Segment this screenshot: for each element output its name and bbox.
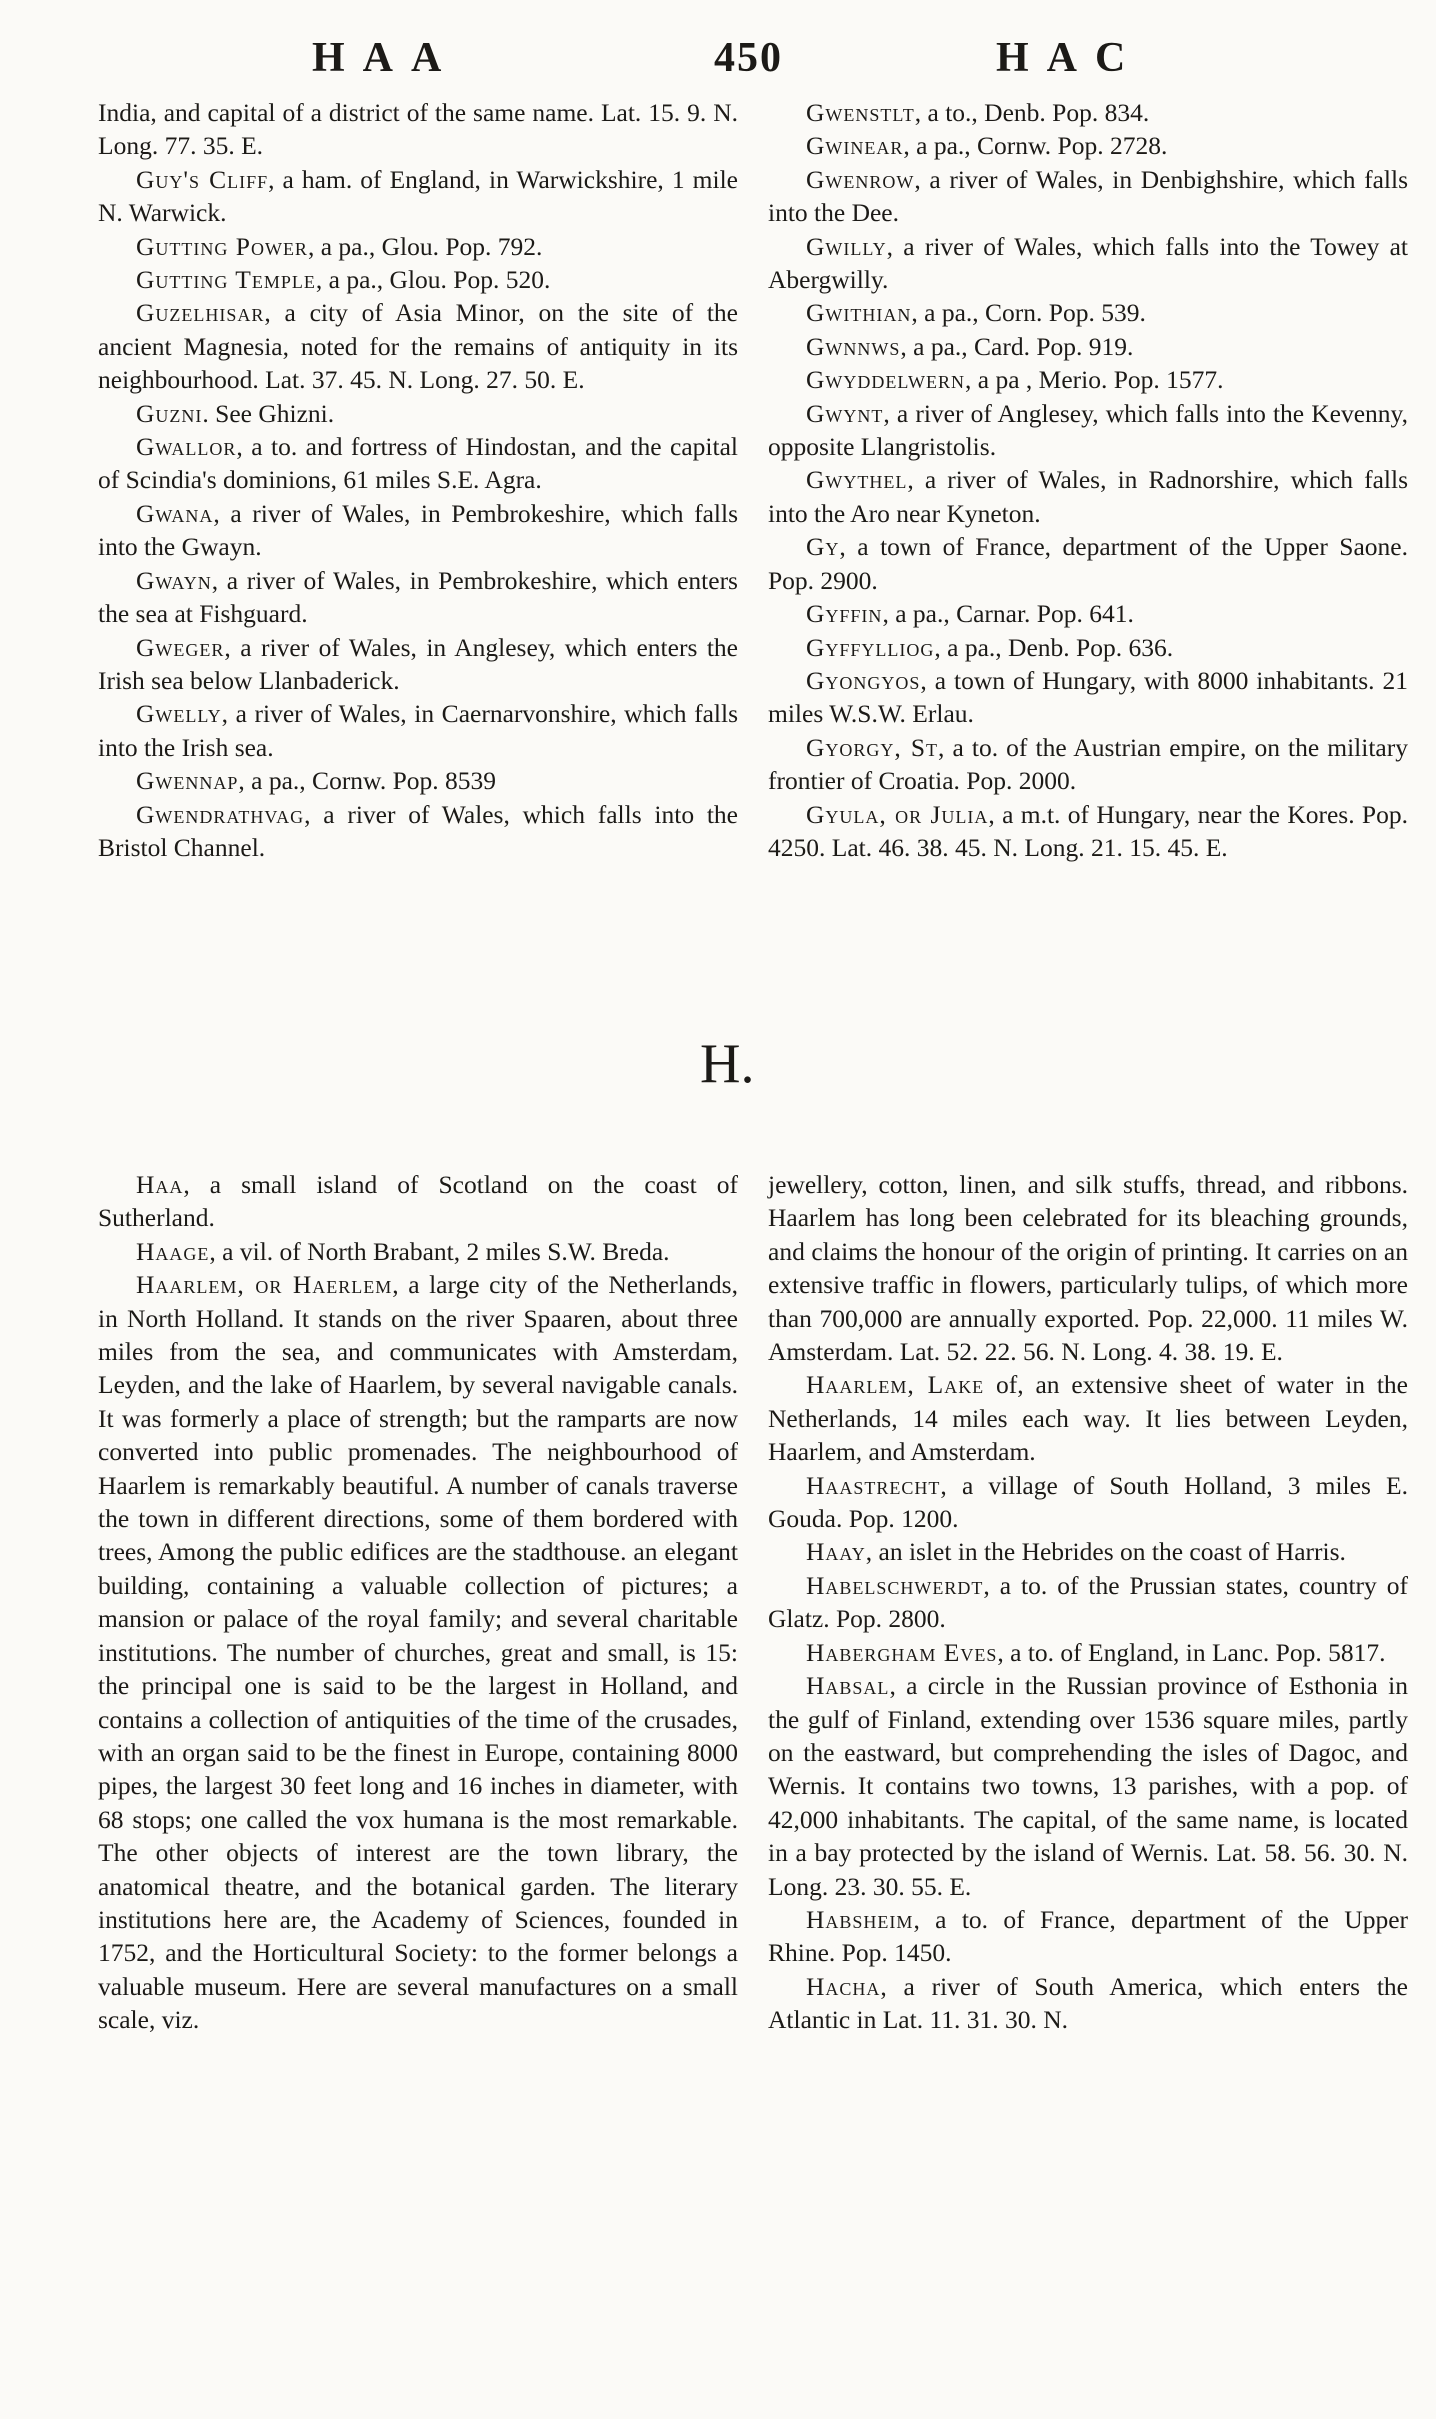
entry-headword: Gyorgy, St: [806, 732, 939, 762]
entry-headword: Hacha: [806, 1971, 881, 2001]
entry-text: , a river of Wales, in Pembrokeshire, which falls into the Gwayn.: [98, 498, 738, 562]
entry-text: , a to. of the Prussian states, country of Glatz. Pop. 2800.: [768, 1570, 1408, 1634]
header-left-guide: HAA: [312, 35, 460, 81]
entry-text: , a pa., Glou. Pop. 792.: [307, 231, 543, 261]
entry-headword: Habelschwerdt: [806, 1570, 984, 1600]
entry-text: , a to. of the Austrian empire, on the military frontier of Croatia. Pop. 2000.: [768, 732, 1408, 796]
gazetteer-entry: [98, 1235, 738, 1268]
gazetteer-entry: [768, 1368, 1408, 1468]
entry-text: , a pa., Carnar. Pop. 641.: [882, 599, 1134, 629]
entry-text: , a to. of France, department of the Upper Rhine. Pop. 1450.: [768, 1904, 1408, 1968]
entry-headword: Gutting Temple: [136, 265, 316, 295]
gazetteer-entry: [768, 1970, 1408, 2037]
entry-headword: Gweger: [136, 632, 225, 662]
entry-headword: Haarlem, Lake: [806, 1370, 985, 1400]
gazetteer-entry: [768, 96, 1408, 129]
entry-text: jewellery, cotton, linen, and silk stuffs, thread, and ribbons. Haarlem has long been celebrated for its bleaching grounds, and claims the honour of the origin of printing. It carries on an extensive traffic in flowers, particularly tulips, of which more than 700,000 are annually exported. Pop. 22,000. 11 miles W. Amsterdam. Lat. 52. 22. 56. N. Long. 4. 38. 19. E.: [768, 1170, 1408, 1367]
gazetteer-entry: [768, 798, 1408, 865]
column-bottom-left: [98, 1168, 738, 2037]
entry-text: , a river of Wales, in Denbighshire, which falls into the Dee.: [768, 164, 1408, 228]
entry-text: , a river of Wales, which falls into the Towey at Abergwilly.: [768, 231, 1408, 295]
gazetteer-entry: [98, 163, 738, 230]
gazetteer-entry: [768, 1636, 1408, 1669]
entry-text: , a small island of Scotland on the coast of Sutherland.: [98, 1170, 738, 1233]
gazetteer-entry: [98, 430, 738, 497]
entry-headword: Guzni: [136, 398, 203, 428]
gazetteer-entry: [768, 1469, 1408, 1536]
entry-headword: Gwayn: [136, 565, 212, 595]
entry-text: of, an extensive sheet of water in the Netherlands, 14 miles each way. It lies between Leyden, Haarlem, and Amsterdam.: [768, 1370, 1409, 1467]
entry-text: , a river of Wales, which falls into the Bristol Channel.: [98, 799, 738, 862]
entry-text: , a pa., Glou. Pop. 520.: [315, 265, 551, 295]
entry-headword: Gwyddelwern: [806, 365, 966, 395]
entry-headword: Gwenrow: [806, 164, 915, 194]
entry-text: , a river of Wales, in Pembrokeshire, which enters the sea at Fishguard.: [98, 565, 738, 629]
gazetteer-entry: [768, 230, 1408, 297]
entry-text: , a ham. of England, in Warwickshire, 1 mile N. Warwick.: [98, 164, 738, 228]
entry-text: , a large city of the Netherlands, in North Holland. It stands on the river Spaaren, about three miles from the sea, and communicates with Amsterdam, Leyden, and the lake of Haarlem, by several navigable canals. It was formerly a place of strength; but the ramparts are now converted into public promenades. The neighbourhood of Haarlem is remarkably beautiful. A number of canals traverse the town in different directions, some of them bordered with trees, Among the public edifices are the stadthouse. an elegant building, containing a valuable collection of pictures; a mansion or palace of the royal family; and several charitable institutions. The number of churches, great and small, is 15: the principal one is said to be the largest in Holland, and contains a collection of antiquities of the time of the crusades, with an organ said to be the finest in Europe, containing 8000 pipes, the largest 30 feet long and 16 inches in diameter, with 68 stops; one called the vox humana is the most remarkable. The other objects of interest are the town library, the anatomical theatre, and the botanical garden. The literary institutions here are, the Academy of Sciences, founded in 1752, and the Horticultural Society: to the former belongs a valuable museum. Here are several manufactures on a small scale, viz.: [98, 1270, 738, 2035]
entry-headword: Gwinear: [806, 131, 904, 161]
section-letter: H.: [700, 1033, 755, 1095]
header-right-guide: HAC: [996, 35, 1144, 81]
gazetteer-entry: [98, 497, 738, 564]
entry-text: , a river of Wales, in Anglesey, which enters the Irish sea below Llanbaderick.: [98, 632, 738, 695]
entry-text: , a pa., Denb. Pop. 636.: [934, 632, 1174, 662]
entry-text: , a river of Anglesey, which falls into the Kevenny, opposite Llangristolis.: [768, 398, 1408, 462]
entry-headword: Habsal: [806, 1671, 890, 1701]
gazetteer-entry: [768, 664, 1408, 731]
gazetteer-entry: [98, 697, 738, 764]
entry-text: , a to. of England, in Lanc. Pop. 5817.: [997, 1637, 1386, 1667]
entry-text: , a vil. of North Brabant, 2 miles S.W. Breda.: [209, 1236, 670, 1266]
entry-headword: Gwennap: [136, 766, 239, 796]
entry-text: , a village of South Holland, 3 miles E. Gouda. Pop. 1200.: [768, 1470, 1408, 1534]
entry-text: , a pa., Cornw. Pop. 8539: [238, 766, 496, 796]
entry-headword: Gwnnws: [806, 331, 901, 361]
entry-text: , an islet in the Hebrides on the coast of Harris.: [865, 1537, 1346, 1567]
gazetteer-entry: [768, 731, 1408, 798]
entry-headword: Guy's Cliff: [136, 164, 269, 194]
column-top-left: [98, 96, 738, 864]
entry-text: . See Ghizni.: [202, 398, 335, 428]
entry-text: , a pa., Cornw. Pop. 2728.: [903, 131, 1168, 161]
entry-headword: Gwelly: [136, 699, 222, 729]
entry-headword: Gwilly: [806, 231, 887, 261]
gazetteer-entry: [768, 597, 1408, 630]
entry-headword: Haastrecht: [806, 1470, 941, 1500]
entry-headword: Gwynt: [806, 398, 884, 428]
gazetteer-entry: [98, 397, 738, 430]
entry-text: , a circle in the Russian province of Esthonia in the gulf of Finland, extending over 1536 square miles, partly on the eastward, but comprehending the isles of Dagoc, and Wernis. It contains two towns, 13 parishes, with a pop. of 42,000 inhabitants. The capital, of the same name, is located in a bay protected by the island of Wernis. Lat. 58. 56. 30. N. Long. 23. 30. 55. E.: [768, 1671, 1408, 1901]
entry-text: , a river of South America, which enters the Atlantic in Lat. 11. 31. 30. N.: [768, 1971, 1408, 2035]
gazetteer-entry: [768, 530, 1408, 597]
gazetteer-entry: [768, 163, 1408, 230]
entry-text: , a pa , Merio. Pop. 1577.: [965, 365, 1224, 395]
entry-text: , a to., Denb. Pop. 834.: [914, 98, 1150, 127]
entry-headword: Haage: [136, 1236, 210, 1266]
gazetteer-entry: [768, 463, 1408, 530]
entry-headword: Habsheim: [806, 1904, 914, 1934]
page-number: 450: [714, 35, 783, 81]
gazetteer-entry: [98, 1168, 738, 1235]
gazetteer-entry: [98, 631, 738, 698]
entry-headword: Gyffin: [806, 599, 883, 629]
entry-headword: Habergham Eves: [806, 1637, 998, 1667]
entry-headword: Gyula, or Julia: [806, 799, 989, 829]
gazetteer-entry: [768, 363, 1408, 396]
gazetteer-entry: [768, 631, 1408, 664]
entry-headword: Gyffylliog: [806, 632, 935, 662]
entry-headword: Gwallor: [136, 432, 237, 462]
gazetteer-entry: [768, 1168, 1408, 1368]
entry-headword: Gwythel: [806, 465, 908, 495]
gazetteer-entry: [768, 1535, 1408, 1568]
entry-text: , a to. and fortress of Hindostan, and the capital of Scindia's dominions, 61 miles S.E. Agra.: [98, 432, 738, 495]
entry-headword: Gwana: [136, 498, 214, 528]
entry-headword: Haarlem, or Haerlem: [136, 1270, 393, 1300]
entry-headword: Gwenstlt: [806, 98, 915, 127]
gazetteer-entry: [98, 1268, 738, 2036]
entry-headword: Gwithian: [806, 298, 912, 328]
entry-text: , a city of Asia Minor, on the site of the ancient Magnesia, noted for the remains of antiquity in its neighbourhood. Lat. 37. 45. N. Long. 27. 50. E.: [98, 298, 738, 395]
entry-text: , a pa., Corn. Pop. 539.: [911, 298, 1146, 328]
gazetteer-entry: [98, 96, 738, 163]
gazetteer-entry: [768, 1569, 1408, 1636]
gazetteer-entry: [768, 330, 1408, 363]
entry-text: , a river of Wales, in Radnorshire, which falls into the Aro near Kyneton.: [768, 465, 1408, 528]
entry-text: , a pa., Card. Pop. 919.: [900, 331, 1134, 361]
column-bottom-right: [768, 1168, 1408, 2037]
gazetteer-entry: [98, 263, 738, 296]
gazetteer-entry: [98, 564, 738, 631]
entry-text: , a m.t. of Hungary, near the Kores. Pop. 4250. Lat. 46. 38. 45. N. Long. 21. 15. 45. E.: [768, 799, 1408, 862]
entry-text: , a town of Hungary, with 8000 inhabitants. 21 miles W.S.W. Erlau.: [768, 665, 1408, 729]
gazetteer-entry: [768, 1669, 1408, 1903]
gazetteer-entry: [768, 397, 1408, 464]
entry-headword: Guzelhisar: [136, 298, 265, 328]
running-header: [0, 34, 1436, 94]
gazetteer-entry: [98, 764, 738, 797]
entry-headword: Haa: [136, 1170, 184, 1199]
entry-headword: Gwendrathvag: [136, 799, 305, 829]
entry-headword: Gutting Power: [136, 231, 308, 261]
gazetteer-entry: [98, 230, 738, 263]
gazetteer-entry: [768, 129, 1408, 162]
entry-headword: Gy: [806, 532, 840, 562]
column-top-right: [768, 96, 1408, 864]
entry-headword: Haay: [806, 1537, 866, 1567]
entry-text: India, and capital of a district of the same name. Lat. 15. 9. N. Long. 77. 35. E.: [98, 98, 738, 161]
entry-text: , a town of France, department of the Upper Saone. Pop. 2900.: [768, 532, 1408, 595]
gazetteer-entry: [98, 798, 738, 865]
gazetteer-entry: [768, 296, 1408, 329]
gazetteer-entry: [98, 296, 738, 396]
entry-text: , a river of Wales, in Caernarvonshire, which falls into the Irish sea.: [98, 699, 738, 762]
gazetteer-entry: [768, 1903, 1408, 1970]
entry-headword: Gyongyos: [806, 665, 921, 695]
